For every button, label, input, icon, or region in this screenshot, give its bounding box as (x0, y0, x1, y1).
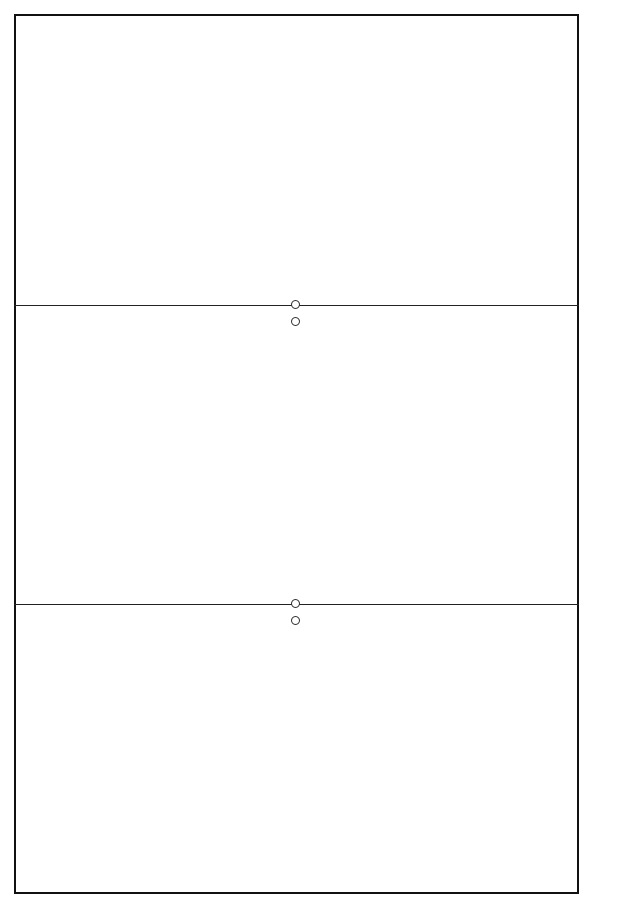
page-frame (14, 14, 579, 894)
binding-hole-2 (291, 317, 300, 326)
binding-hole-4 (291, 616, 300, 625)
binding-hole-1 (291, 300, 300, 309)
binding-hole-3 (291, 599, 300, 608)
